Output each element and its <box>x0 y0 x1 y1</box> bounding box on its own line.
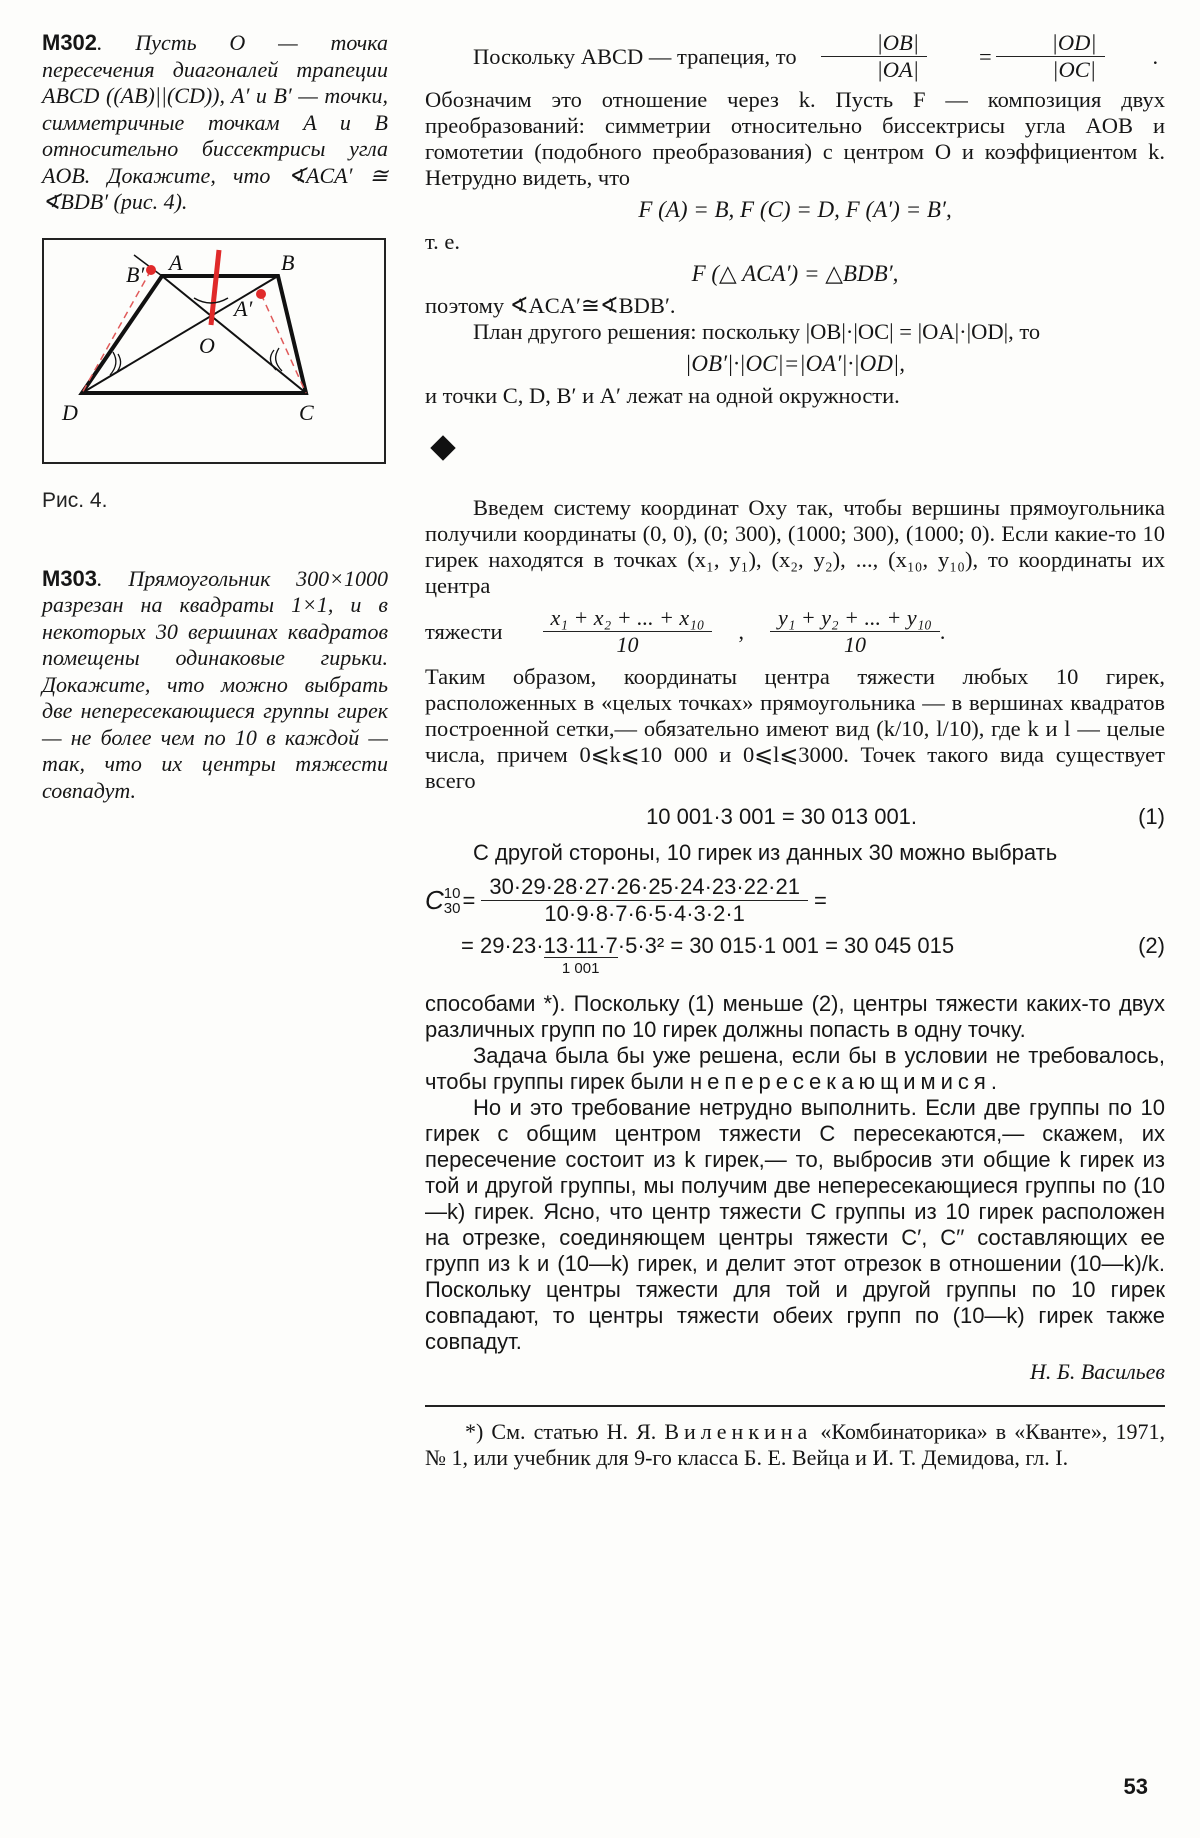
brace-label: 1 001 <box>544 957 618 977</box>
paragraph: Обозначим это отношение через k. Пусть F — композиция двух преобразований: симметрии относительно биссектрисы угла AOB и гомотетии (подобного преобразования) с центром O и коэффициентом k. Нетрудно видеть, что <box>425 87 1165 190</box>
paragraph: Введем систему координат Oxy так, чтобы вершины прямоугольника получили координаты (0, 0), (0; 300), (1000; 300), (1000; 0). Если какие-то 10 гирек находятся в точках (x₁, y₁), (x₂, y₂), ..., (x₁₀, y₁₀), то координаты их центра <box>425 495 1165 598</box>
figure-caption: Рис. 4. <box>42 488 108 512</box>
equation-number: (2) <box>1138 933 1165 958</box>
paragraph: С другой стороны, 10 гирек из данных 30 можно выбрать <box>473 840 1058 865</box>
binom-top: 10 <box>443 884 461 902</box>
brace-content: 13·11·7 <box>543 933 618 958</box>
centroid-y-den: 10 <box>843 632 866 657</box>
paragraph: Таким образом, координаты центра тяжести любых 10 гирек, расположенных в «целых точках» прямоугольника — в вершинах квадратов построенной сетки,— обязательно имеют вид (k/10, l/10), где k и l — целые числа, причем 0⩽k⩽10 000 и 0⩽l⩽3000. Точек такого вида существует всего <box>425 664 1165 793</box>
label-b1: B′ <box>126 261 145 287</box>
centroid-y <box>770 605 940 658</box>
angle-arc-d2 <box>110 352 116 375</box>
label-a1: A′ <box>234 295 253 321</box>
solution-m303 <box>425 495 1165 1385</box>
equation-binom-value <box>425 933 955 977</box>
text-lead: Поскольку ABCD — трапеция, то <box>473 43 797 69</box>
ratio-num: |OB| <box>821 30 927 57</box>
text-tyazh: тяжести <box>425 618 503 644</box>
binom-fraction <box>481 874 808 927</box>
binom-num: 30·29·28·27·26·25·24·23·22·21 <box>481 874 808 901</box>
problem-m302 <box>42 30 388 216</box>
binom-symbol: C <box>425 885 444 915</box>
problem-number: М303 <box>42 565 98 591</box>
footnote <box>425 1419 1165 1471</box>
figure-trapezoid <box>42 238 386 464</box>
dashed-ca1 <box>261 294 306 393</box>
equation: |OB′|·|OC|=|OA′|·|OD|, <box>685 351 905 376</box>
binom-indices <box>444 886 461 916</box>
ratio-num: |OD| <box>996 30 1105 57</box>
equation-number: (1) <box>1138 804 1165 829</box>
paragraph: способами *). Поскольку (1) меньше (2), центры тяжести каких-то двух различных групп по 10 гирек должны попасть в одну точку. <box>425 991 1165 1042</box>
paragraph: Но и это требование нетрудно выполнить. Если две группы по 10 гирек с общим центром тяжести C пересекаются,— скажем, их пересечение состоит из k гирек,— то, выбросив эти общие k гирек из той и другой группы, мы получим две непересекающиеся группы по (10—k) гирек. Ясно, что центр тяжести C группы из 10 гирек расположен на отрезке, соединяющем центры тяжести C′, C′′ составляющих ее групп из k и (10—k) гирек, и делит этот отрезок в отношении (10—k)/k. Поскольку центры тяжести для той и другой группы по 10 гирек совпадают, то центры тяжести обеих групп по (10—k) гирек также совпадут. <box>425 1095 1165 1354</box>
paragraph: Поскольку ABCD — трапеция, то $\frac{|OB|}{|OA|}$ = $\frac{|OD|}{|OC|}$ . <box>425 30 1165 83</box>
section-separator-diamond <box>430 435 455 460</box>
centroid-x-den: 10 <box>616 632 639 657</box>
label-d: D <box>62 399 78 425</box>
centroid-x-num: x₁ + x₂ + ... + x₁₀ <box>543 605 713 632</box>
label-o: O <box>199 332 215 358</box>
binom-den: 10·9·8·7·6·5·4·3·2·1 <box>544 901 745 926</box>
footnote-rest: «Комбинаторика» в «Кванте», 1971, № 1, или учебник для 9-го класса Б. Е. Вейца и И. Т. Демидова, гл. I. <box>425 1419 1165 1470</box>
signature: Н. Б. Васильев <box>1030 1359 1165 1384</box>
text-te: т. е. <box>425 229 461 254</box>
ratio-den: |OA| <box>876 57 919 82</box>
point-a1 <box>256 289 266 299</box>
centroid-x <box>543 605 713 658</box>
footnote-author: Виленкина <box>664 1419 813 1444</box>
binom-bot: 30 <box>443 899 461 917</box>
angle-arc-o <box>194 298 228 303</box>
ratio-fraction <box>821 30 927 83</box>
problem-text: . Пусть O — точка пересечения диагоналей трапеции ABCD ((AB)||(CD)), A′ и B′ — точки, симметричные точкам A и B относительно биссектрисы угла AOB. Докажите, что ∢ACA′ ≅ ∢BDB′ (рис. 4). <box>42 30 388 214</box>
label-b: B <box>281 249 295 275</box>
ratio-fraction <box>996 30 1105 83</box>
right-column <box>425 30 1165 1471</box>
equation-2 <box>425 933 1165 977</box>
centroid-formula: тяжести $\frac{\text{x₁ + x₂ + ... + x₁₀}}{10}$ , $\frac{\text{y₁ + y₂ + ... + y₁₀}}{10}$ . <box>425 605 946 657</box>
solution-m302 <box>425 30 1165 409</box>
centroid-y-num: y₁ + y₂ + ... + y₁₀ <box>770 605 940 632</box>
diagonal-ac <box>162 276 306 393</box>
paragraph: План другого решения: поскольку |OB|·|OC| = |OA|·|OD|, то <box>473 319 1041 344</box>
label-a: A <box>169 249 183 275</box>
point-b1 <box>146 265 156 275</box>
binom-value-part: ·5·3² = 30 015·1 001 = 30 045 015 <box>617 933 955 958</box>
left-column <box>42 30 388 804</box>
paragraph: поэтому ∢ACA′≅∢BDB′. <box>425 293 676 318</box>
binom-value-part: = 29·23· <box>461 933 544 958</box>
paragraph <box>425 1043 1165 1095</box>
problem-m303 <box>42 566 388 805</box>
binomial-formula: C 10 30 = $\frac{30\cdot 29\cdot 28\cdot 27\cdot 26\cdot 25\cdot 24\cdot 23\cdot 22\cdot 21}{10\cdot 9\cdot 8\cdot 7\cdot 6\cdot 5\cdot 4\cdot 3\cdot 2\cdot 1}$ = <box>425 874 827 926</box>
equation-count: 10 001·3 001 = 30 013 001. <box>646 804 918 829</box>
angle-arc-c2 <box>276 348 282 371</box>
diagonal-bd <box>82 276 278 393</box>
label-c: C <box>299 399 314 425</box>
trapezoid-diagram <box>44 240 384 462</box>
page-number: 53 <box>1123 1774 1148 1799</box>
paragraph: и точки C, D, B′ и A′ лежат на одной окружности. <box>425 383 900 408</box>
ratio-den: |OC| <box>1052 57 1096 82</box>
problem-text: . Прямоугольник 300×1000 разрезан на квадраты 1×1, и в некоторых 30 вершинах квадратов помещены одинаковые гирьки. Докажите, что можно выбрать две непересекающиеся группы гирек — не более чем по 10 в каждой — так, что их центры тяжести совпадут. <box>42 565 388 803</box>
equation: F (A) = B, F (C) = D, F (A′) = B′, <box>638 197 952 222</box>
equation-1 <box>425 804 1165 830</box>
spaced-word: непересекающимися. <box>690 1069 1002 1094</box>
paragraph-text: Задача была бы уже решена, если бы в условии не требовалось, чтобы группы гирек были <box>425 1043 1165 1094</box>
equation: F (△ ACA′) = △BDB′, <box>691 261 899 286</box>
problem-number: М302 <box>42 30 98 55</box>
brace-group <box>543 933 618 977</box>
footnote-lead: *) См. статью Н. Я. <box>465 1419 657 1444</box>
footnote-rule <box>425 1405 1165 1407</box>
